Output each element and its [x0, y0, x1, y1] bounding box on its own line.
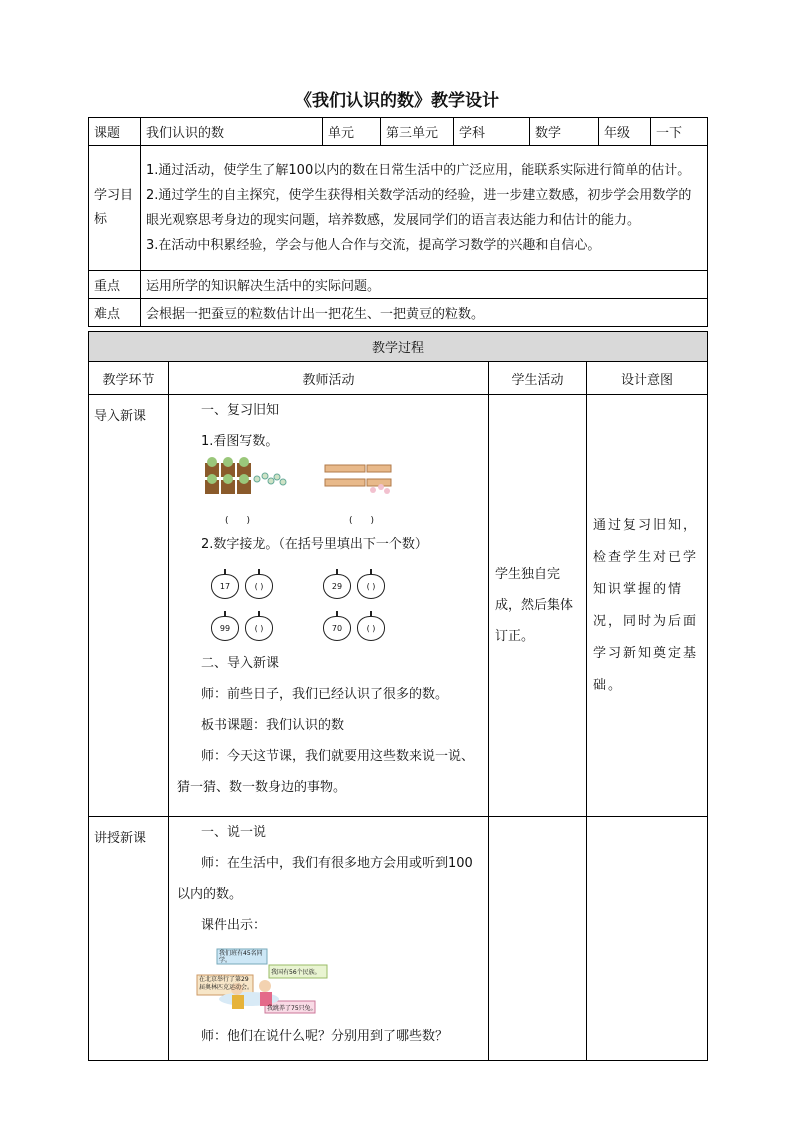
blank-answer: ( ): [225, 516, 251, 526]
teacher-line: 板书课题：我们认识的数: [201, 718, 345, 733]
unit-label: 单元: [323, 118, 381, 146]
blank-answer: ( ): [349, 516, 375, 526]
difficulty-label: 难点: [89, 299, 141, 327]
table-row: [89, 146, 708, 271]
stage-intro: 导入新课: [89, 395, 169, 817]
review-heading: 一、复习旧知: [201, 403, 280, 418]
egg-tray-icon: [325, 465, 391, 494]
question-1: 1.看图写数。: [201, 434, 279, 449]
goal-item: 1.通过活动，使学生了解100以内的数在日常生活中的广泛应用，能联系实际进行简单的估计。: [146, 163, 691, 178]
teacher-line: 课件出示：: [201, 918, 267, 933]
student-activity-intro: 学生独自完成，然后集体订正。: [489, 395, 587, 817]
counting-pictures: [177, 457, 484, 529]
topic-value: 我们认识的数: [141, 118, 323, 146]
col-intent: 设计意图: [587, 362, 708, 395]
design-intent-lecture: [587, 817, 708, 1061]
ball-icon: [254, 473, 286, 485]
section-heading: 一、说一说: [201, 825, 267, 840]
teacher-line: 师：在生活中，我们有很多地方会用或听到100以内的数。: [177, 856, 473, 902]
process-title: 教学过程: [89, 332, 708, 362]
apple-icon: 17: [211, 574, 239, 599]
teacher-activity-lecture: [169, 817, 489, 1061]
table-row: [89, 817, 708, 1061]
goal-item: 2.通过学生的自主探究，使学生获得相关数学活动的经验，进一步建立数感，初步学会用数学的眼光观察思考身边的现实问题，培养数感，发展同学们的语言表达能力和估计的能力。: [146, 188, 692, 228]
question-2: 2.数字接龙。（在括号里填出下一个数）: [201, 537, 428, 552]
teacher-line: 师：他们在说什么呢？分别用到了哪些数？: [201, 1029, 449, 1044]
goals-content: [141, 146, 708, 271]
stage-lecture: 讲授新课: [89, 817, 169, 1061]
speech-bubble: 我跳养了75只兔。: [267, 1005, 317, 1012]
col-student: 学生活动: [489, 362, 587, 395]
table-row: [89, 395, 708, 817]
grade-label: 年级: [599, 118, 651, 146]
speech-bubble: 我们班有45名同学。: [219, 950, 263, 964]
design-intent-intro: 通过复习旧知，检查学生对已学知识掌握的情况，同时为后面学习新知奠定基础。: [587, 395, 708, 817]
goals-label: 学习目标: [89, 146, 141, 271]
col-stage: 教学环节: [89, 362, 169, 395]
apple-icon: ( ): [357, 616, 385, 641]
lesson-info-table: [88, 117, 708, 327]
teacher-line: 师：前些日子，我们已经认识了很多的数。: [201, 687, 449, 702]
table-row: [89, 332, 708, 362]
teacher-line: 师：今天这节课，我们就要用这些数来说一说、猜一猜、数一数身边的事物。: [177, 749, 475, 795]
grade-value: 一下: [651, 118, 708, 146]
classroom-picture: [177, 941, 484, 1021]
difficulty-text: 会根据一把蚕豆的粒数估计出一把花生、一把黄豆的粒数。: [141, 299, 708, 327]
col-teacher: 教师活动: [169, 362, 489, 395]
counting-picture-icon: [177, 457, 477, 529]
table-row: [89, 362, 708, 395]
number-chain: [177, 560, 484, 648]
key-text: 运用所学的知识解决生活中的实际问题。: [141, 271, 708, 299]
speech-bubble: 我国有56个民族。: [271, 969, 321, 976]
table-row: [89, 271, 708, 299]
speech-bubble: 在北京举行了第29届奥林匹克运动会。: [199, 976, 254, 991]
page-title: 《我们认识的数》教学设计: [295, 91, 499, 111]
topic-label: 课题: [89, 118, 141, 146]
basket-icon: [205, 457, 251, 494]
new-lesson-heading: 二、导入新课: [201, 656, 280, 671]
teacher-activity-intro: [169, 395, 489, 817]
apple-icon: ( ): [357, 574, 385, 599]
apple-icon: 70: [323, 616, 351, 641]
subject-label: 学科: [454, 118, 530, 146]
apple-icon: 29: [323, 574, 351, 599]
table-row: [89, 299, 708, 327]
apple-icon: 99: [211, 616, 239, 641]
goal-item: 3.在活动中积累经验，学会与他人合作与交流，提高学习数学的兴趣和自信心。: [146, 238, 601, 253]
unit-value: 第三单元: [381, 118, 454, 146]
subject-value: 数学: [530, 118, 599, 146]
apple-icon: ( ): [245, 574, 273, 599]
student-activity-lecture: [489, 817, 587, 1061]
key-label: 重点: [89, 271, 141, 299]
apple-icon: ( ): [245, 616, 273, 641]
process-table: [88, 331, 708, 1061]
table-row: [89, 118, 708, 146]
